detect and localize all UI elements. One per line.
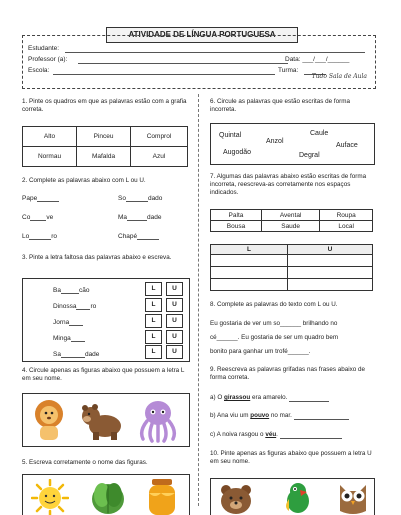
q8-text: 8. Complete as palavras do texto com L ou U. (210, 301, 338, 308)
q2-item[interactable]: Chapé (118, 233, 159, 240)
q6-word[interactable]: Anzol (266, 138, 284, 145)
q4-figures (22, 393, 190, 447)
q1-text: 1. Pinte os quadros em que as palavras estão com a grafia correta. (22, 98, 187, 113)
bear-icon[interactable] (79, 402, 123, 440)
q2-item[interactable]: Co ve (22, 214, 54, 221)
q2-item[interactable]: So dado (118, 195, 163, 202)
header-box (22, 35, 376, 89)
underlined-word: pouvo (250, 412, 270, 419)
q3-box (22, 278, 190, 362)
honey-jar-icon[interactable] (143, 477, 181, 515)
underlined-word: véu (265, 431, 277, 438)
q3-word[interactable]: Jorna (53, 319, 83, 326)
q2-item[interactable]: Ma dade (118, 214, 162, 221)
answer-cell[interactable] (288, 255, 373, 267)
answer-cell[interactable] (211, 255, 288, 267)
underlined-word: girassou (224, 394, 251, 401)
bear-icon[interactable] (217, 483, 255, 515)
answer-cell[interactable] (211, 279, 288, 291)
page-title: ATIVIDADE DE LÍNGUA PORTUGUESA (106, 27, 298, 43)
q1-cell[interactable]: Alto (23, 127, 77, 147)
q2-text: 2. Complete as palavras abaixo com L ou U. (22, 177, 146, 184)
q2-item[interactable]: Lo ro (22, 233, 58, 240)
q6-word[interactable]: Auface (336, 142, 358, 149)
q5-figures (22, 474, 190, 515)
student-label: Estudante: (28, 45, 60, 52)
q7-cell[interactable]: Local (320, 221, 373, 232)
q1-table (22, 126, 188, 167)
q6-word[interactable]: Degral (299, 152, 320, 159)
q5-text: 5. Escreva corretamente o nome das figuras. (22, 459, 148, 466)
column-u-header: U (288, 245, 373, 255)
owl-icon[interactable] (335, 481, 371, 515)
octopus-icon[interactable] (135, 397, 181, 443)
lettuce-icon[interactable] (89, 477, 127, 515)
q1-cell[interactable]: Normau (23, 147, 77, 167)
q7-text: 7. Algumas das palavras abaixo estão escritas de forma incorreta, reescreva-as corretamente nos espaços indicados. (210, 173, 367, 196)
letter-l-box[interactable]: L (145, 314, 162, 328)
lion-icon[interactable] (31, 398, 67, 442)
q1-cell[interactable]: Mafalda (77, 147, 131, 167)
q1-cell[interactable]: Pinceu (77, 127, 131, 147)
q10-text: 10. Pinte apenas as figuras abaixo que possuem a letra U em seu nome. (210, 450, 372, 465)
q7-cell[interactable]: Avental (261, 210, 319, 221)
q6-text: 6. Circule as palavras que estão escritas de forma incorreta. (210, 98, 350, 113)
letter-l-box[interactable]: L (145, 298, 162, 312)
q3-word[interactable]: Dinossa ro (53, 303, 97, 310)
q1-cell[interactable]: Comprol (131, 127, 188, 147)
letter-u-box[interactable]: U (166, 282, 183, 296)
q7-cell[interactable]: Palta (211, 210, 262, 221)
letter-u-box[interactable]: U (166, 345, 183, 359)
date-label: Data: ___/___/______ (285, 56, 350, 63)
sun-icon[interactable] (31, 479, 69, 515)
q9-sentence-a[interactable]: a) O girassou era amarelo. (210, 394, 375, 402)
q3-text: 3. Pinte a letra faltosa das palavras abaixo e escreva. (22, 254, 172, 261)
q4-text: 4. Circule apenas as figuras abaixo que possuem a letra L em seu nome. (22, 367, 185, 382)
class-label: Turma: (278, 67, 299, 74)
q6-box (210, 123, 375, 165)
q10-figures (210, 478, 375, 515)
q3-word[interactable]: Sa dade (53, 351, 100, 358)
q7-answer-table (210, 244, 373, 291)
school-line[interactable] (53, 74, 275, 75)
q6-word[interactable]: Quintal (219, 132, 242, 139)
q1-cell[interactable]: Azul (131, 147, 188, 167)
q6-word[interactable]: Caule (310, 130, 329, 137)
q7-cell[interactable]: Bousa (211, 221, 262, 232)
column-divider (198, 94, 199, 506)
q6-word[interactable]: Augodão (223, 149, 252, 156)
column-l-header: L (211, 245, 288, 255)
q9-sentence-b[interactable]: b) Ana viu um pouvo no mar. (210, 412, 375, 420)
q7-cell[interactable]: Roupa (320, 210, 373, 221)
letter-u-box[interactable]: U (166, 298, 183, 312)
letter-l-box[interactable]: L (145, 282, 162, 296)
school-label: Escola: (28, 67, 50, 74)
logo: Tudo Sala de Aula (311, 73, 367, 80)
teacher-label: Professor (a): (28, 56, 68, 63)
parrot-icon[interactable] (281, 481, 315, 515)
answer-cell[interactable] (211, 267, 288, 279)
q9-text: 9. Reescreva as palavras grifadas nas frases abaixo de forma correta. (210, 366, 366, 381)
q8-paragraph-line[interactable]: Eu gostaria de ver um so______ brilhando no (210, 320, 338, 327)
q9-sentence-c[interactable]: c) A noiva rasgou o véu. (210, 431, 375, 439)
q8-paragraph-line[interactable]: bonito para ganhar um trofé______. (210, 348, 311, 355)
q3-word[interactable]: Minga (53, 335, 85, 342)
answer-cell[interactable] (288, 279, 373, 291)
q2-item[interactable]: Pape (22, 195, 59, 202)
q3-word[interactable]: Ba cão (53, 287, 90, 294)
q7-table (210, 209, 373, 232)
teacher-line[interactable] (78, 63, 288, 64)
q8-paragraph-line[interactable]: cé______. Eu gostaria de ser um quadro bem (210, 334, 339, 341)
letter-u-box[interactable]: U (166, 330, 183, 344)
answer-cell[interactable] (288, 267, 373, 279)
q7-cell[interactable]: Saude (261, 221, 319, 232)
letter-l-box[interactable]: L (145, 345, 162, 359)
student-line[interactable] (65, 52, 365, 53)
letter-u-box[interactable]: U (166, 314, 183, 328)
letter-l-box[interactable]: L (145, 330, 162, 344)
